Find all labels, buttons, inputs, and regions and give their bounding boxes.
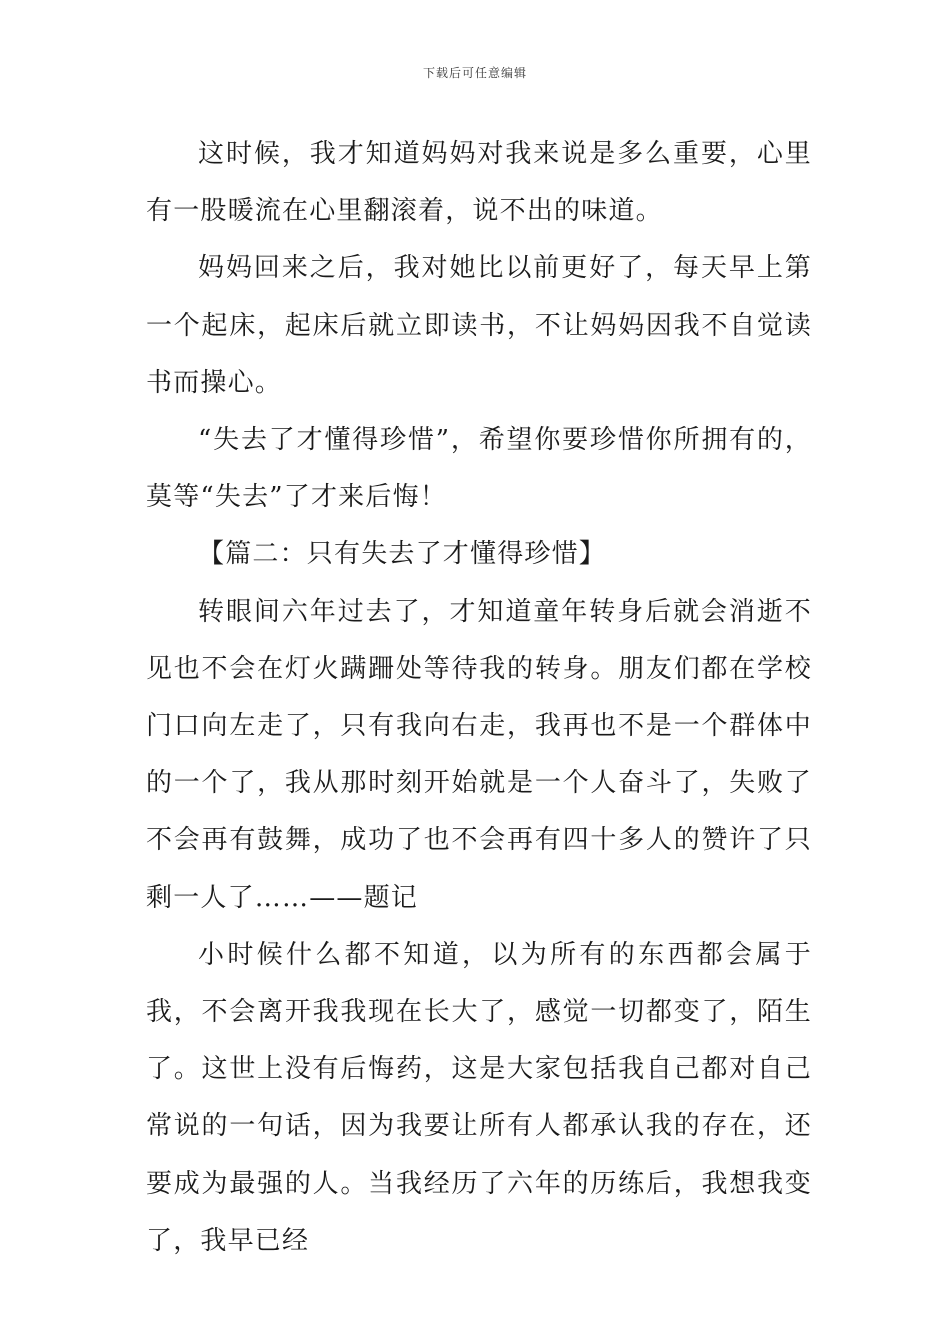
section-title: 【篇二：只有失去了才懂得珍惜】 <box>198 539 607 570</box>
paragraph: 小时候什么都不知道，以为所有的东西都会属于我，不会离开我我现在长大了，感觉一切都变了，陌生了。这世上没有后悔药，这是大家包括我自己都对自己常说的一句话，因为我要让所有人都承认我的存在，还要成为最强的人。当我经历了六年的历练后，我想我变了，我早已经 <box>146 939 812 1256</box>
body-text <box>146 126 812 1270</box>
paragraph: 这时候，我才知道妈妈对我来说是多么重要，心里有一股暖流在心里翻滚着，说不出的味道。 <box>146 139 812 227</box>
paragraph: “失去了才懂得珍惜”，希望你要珍惜你所拥有的，莫等“失去”了才来后悔！ <box>146 425 812 513</box>
paragraph: 妈妈回来之后，我对她比以前更好了，每天早上第一个起床，起床后就立即读书，不让妈妈因我不自觉读书而操心。 <box>146 253 812 398</box>
header-note: 下载后可任意编辑 <box>422 66 527 80</box>
paragraph: 转眼间六年过去了，才知道童年转身后就会消逝不见也不会在灯火蹒跚处等待我的转身。朋友们都在学校门口向左走了，只有我向右走，我再也不是一个群体中的一个了，我从那时刻开始就是一个人奋斗了，失败了不会再有鼓舞，成功了也不会再有四十多人的赞许了只剩一人了……——题记 <box>146 596 812 913</box>
